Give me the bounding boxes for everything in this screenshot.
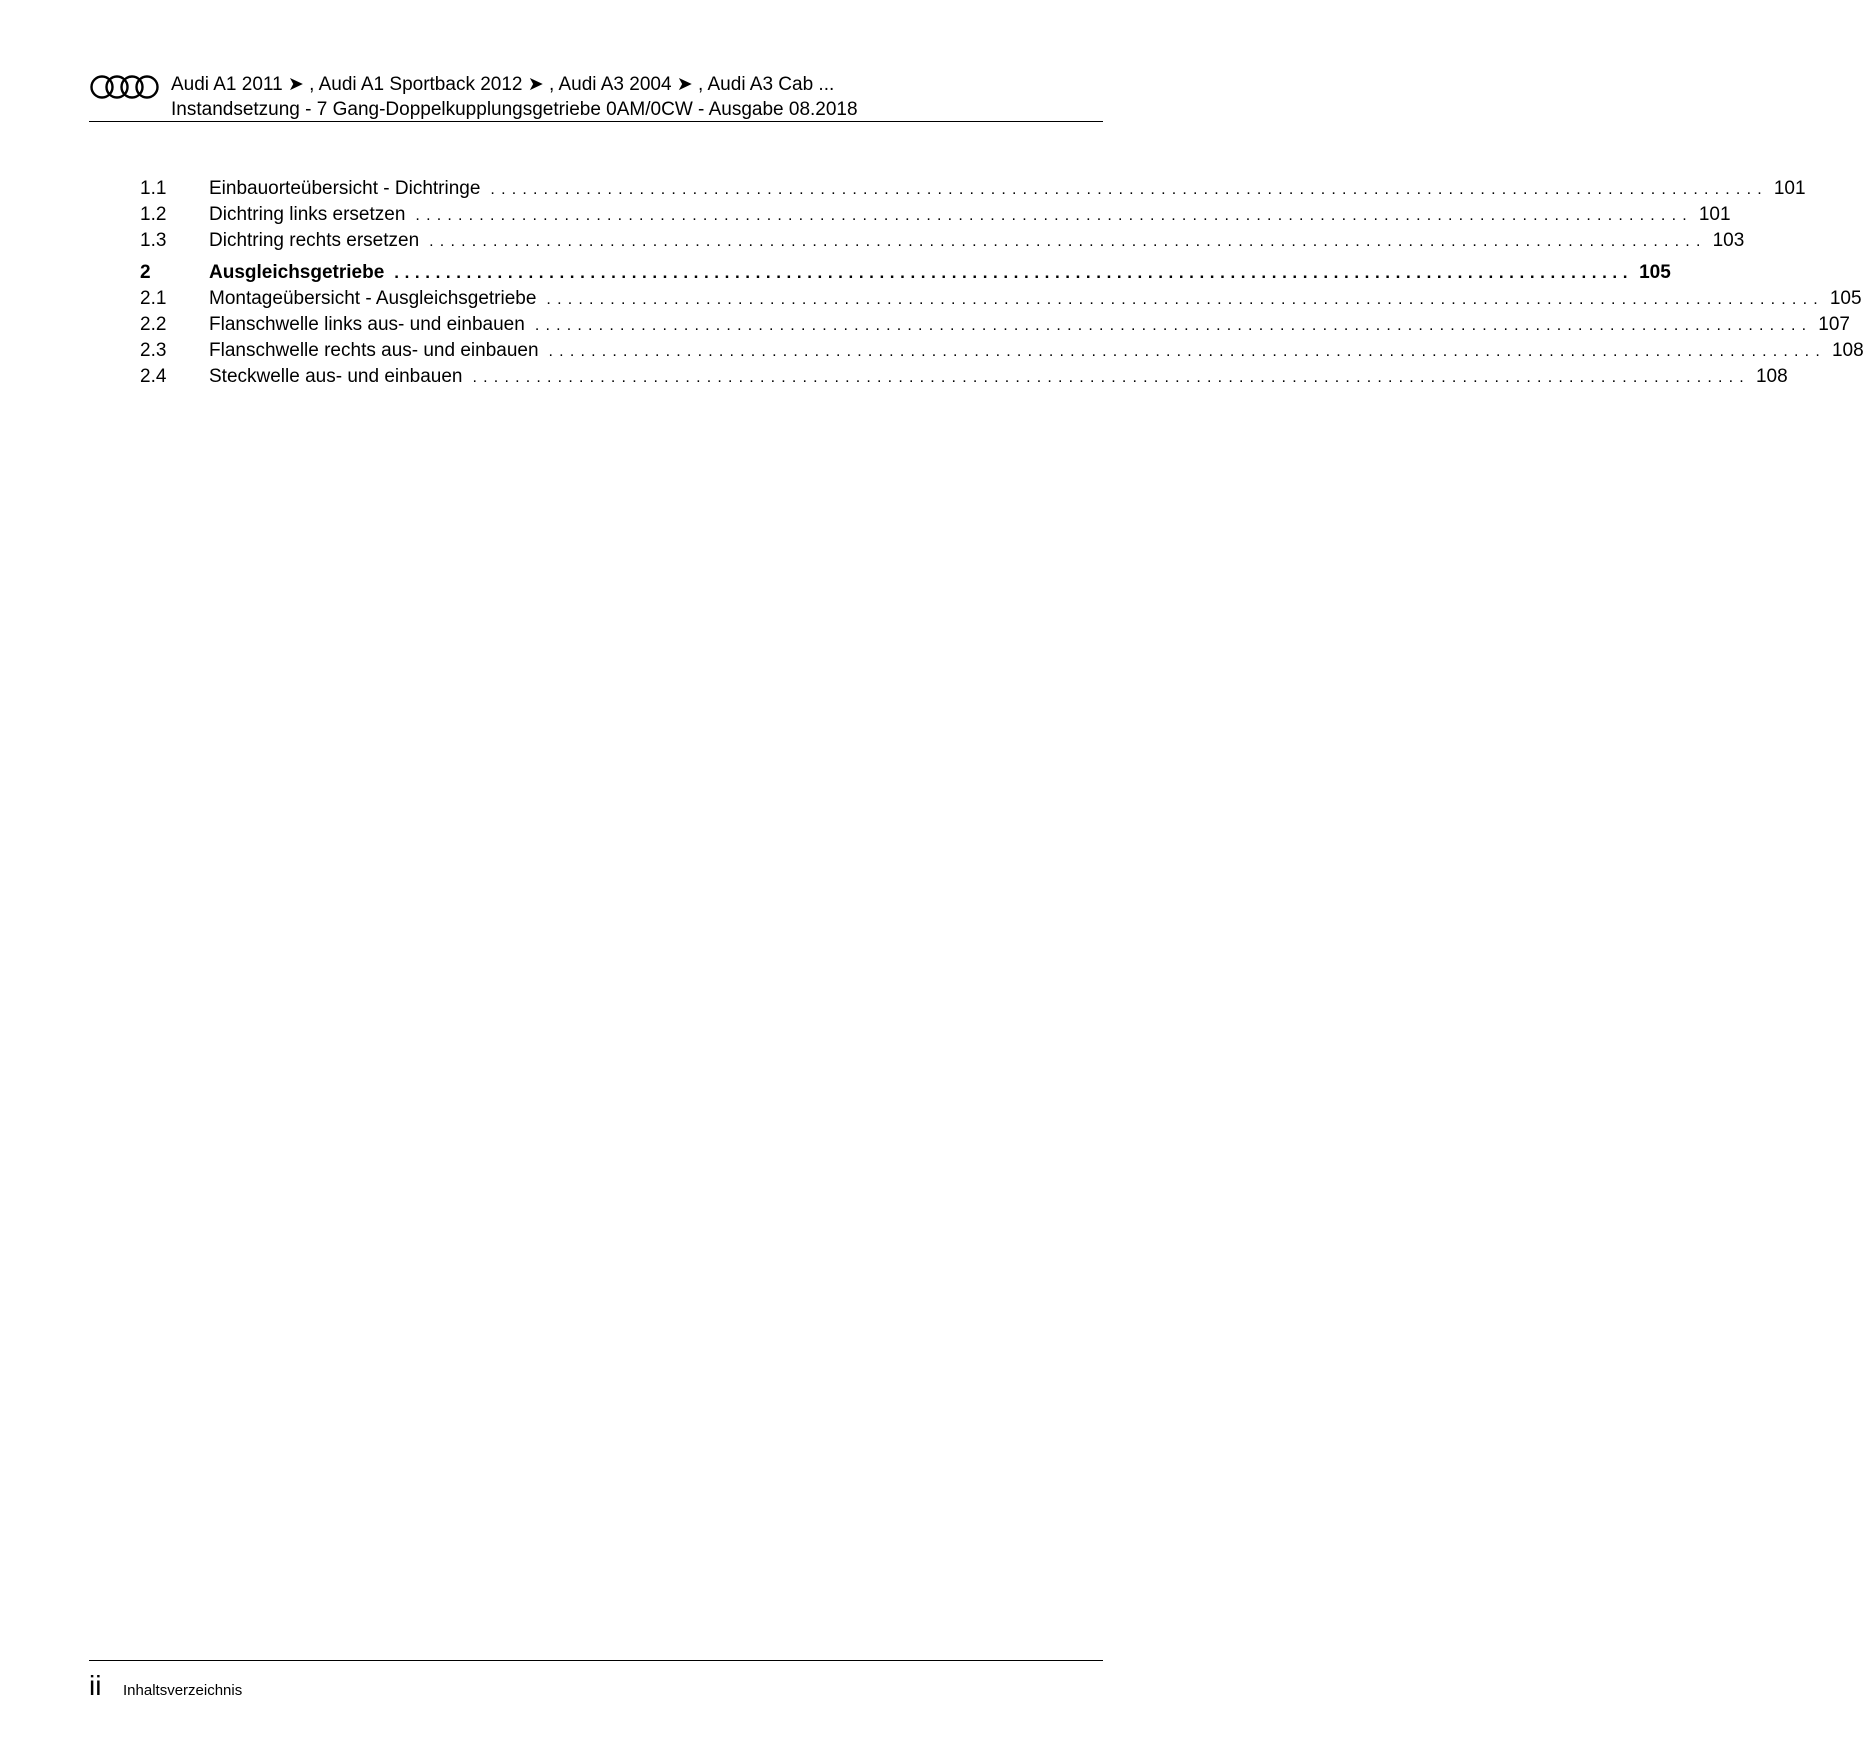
- toc-number: 2: [140, 262, 151, 283]
- toc-entry[interactable]: [140, 202, 1731, 228]
- toc-title: Flanschwelle rechts aus- und einbauen: [209, 340, 539, 361]
- toc-leader-dots: ........................................................................................................................: [429, 233, 1707, 250]
- toc-page-number: 101: [1698, 204, 1731, 225]
- toc-leader-dots: ........................................................................................................................: [394, 263, 1634, 282]
- toc-number: 1.3: [140, 230, 167, 251]
- header-subtitle: Instandsetzung - 7 Gang-Doppelkupplungsgetriebe 0AM/0CW - Ausgabe 08.2018: [171, 99, 858, 120]
- toc-entry[interactable]: [140, 338, 1864, 364]
- header-vehicles: Audi A1 2011 ➤ , Audi A1 Sportback 2012 ➤ , Audi A3 2004 ➤ , Audi A3 Cab ...: [171, 74, 835, 95]
- toc-entry[interactable]: [140, 312, 1850, 338]
- toc-number: 1.2: [140, 204, 167, 225]
- page-header: [89, 72, 1103, 124]
- toc-title: Einbauorteübersicht - Dichtringe: [209, 178, 481, 199]
- toc-entry[interactable]: [140, 364, 1788, 390]
- toc-number: 2.1: [140, 288, 167, 309]
- table-of-contents: [140, 176, 1864, 390]
- toc-leader-dots: ........................................................................................................................: [534, 317, 1813, 334]
- toc-page-number: 101: [1773, 178, 1806, 199]
- toc-page-number: 108: [1831, 340, 1864, 361]
- toc-number: 2.4: [140, 366, 167, 387]
- footer-page-number: ii: [89, 1670, 102, 1701]
- toc-leader-dots: ........................................................................................................................: [415, 207, 1693, 224]
- toc-number: 2.2: [140, 314, 167, 335]
- toc-entry[interactable]: [140, 176, 1806, 202]
- toc-chapter-entry[interactable]: [140, 260, 1671, 286]
- footer-divider: [89, 1660, 1103, 1661]
- toc-entry[interactable]: [140, 228, 1745, 254]
- toc-page-number: 108: [1755, 366, 1788, 387]
- toc-page-number: 105: [1829, 288, 1862, 309]
- header-divider: [89, 121, 1103, 122]
- toc-title: Dichtring rechts ersetzen: [209, 230, 420, 251]
- toc-page-number: 103: [1712, 230, 1745, 251]
- footer-section-title: Inhaltsverzeichnis: [123, 1682, 243, 1699]
- toc-title: Dichtring links ersetzen: [209, 204, 406, 225]
- toc-page-number: 105: [1639, 262, 1671, 283]
- toc-title: Flanschwelle links aus- und einbauen: [209, 314, 525, 335]
- toc-title: Steckwelle aus- und einbauen: [209, 366, 463, 387]
- audi-rings-icon: [89, 74, 161, 100]
- toc-leader-dots: ........................................................................................................................: [490, 181, 1768, 198]
- toc-title: Ausgleichsgetriebe: [209, 262, 385, 283]
- toc-leader-dots: ........................................................................................................................: [546, 291, 1824, 308]
- toc-page-number: 107: [1818, 314, 1850, 335]
- toc-leader-dots: ........................................................................................................................: [472, 369, 1750, 386]
- toc-number: 2.3: [140, 340, 167, 361]
- toc-number: 1.1: [140, 178, 167, 199]
- toc-title: Montageübersicht - Ausgleichsgetriebe: [209, 288, 537, 309]
- toc-leader-dots: ........................................................................................................................: [548, 343, 1826, 360]
- toc-entry[interactable]: [140, 286, 1862, 312]
